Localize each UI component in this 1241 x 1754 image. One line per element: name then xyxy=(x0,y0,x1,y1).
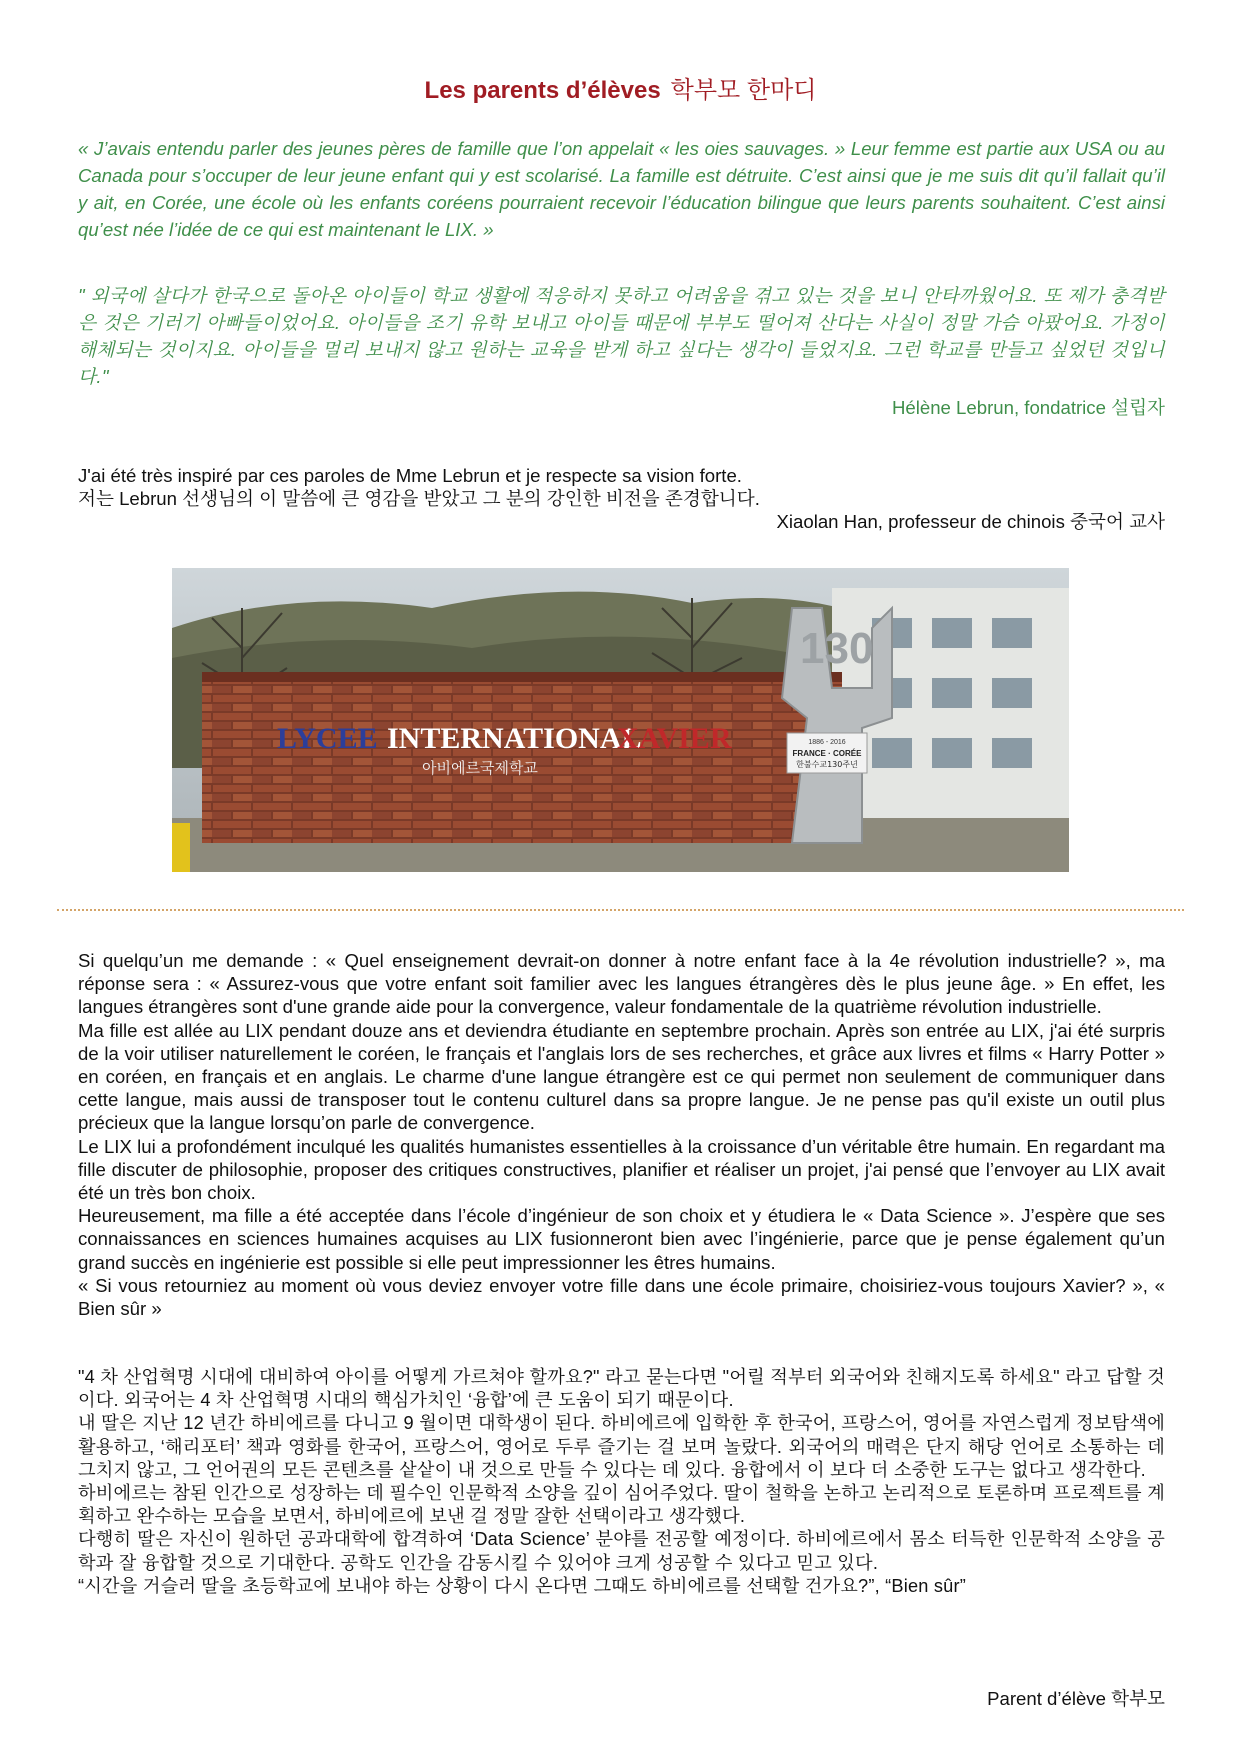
founder-signature: Hélène Lebrun, fondatrice 설립자 xyxy=(891,397,1165,418)
parent-fr-paragraph: Heureusement, ma fille a été acceptée dans l’école d’ingénieur de son choix et y étudiera le « Data Science ». J’espère que ses connaissances en sciences humaines acquises au LIX fusionneront bien avec l’ingénierie, parce que je pense également qu’un grand succès en ingénierie est possible si elle peut impressionner les êtres humains. xyxy=(78,1205,1165,1273)
sign-text-red: XAVIER xyxy=(617,722,732,755)
founder-quote-fr: « J’avais entendu parler des jeunes pères de famille que l’on appelait « les oies sauvages. » Leur femme est partie aux USA ou au Canada pour s’occuper de leur jeune enfant qui y est scolarisé. La famille est détruite. C’est ainsi que je me suis dit qu’il fallait qu’il y ait, en Corée, une école où les enfants coréens pourraient recevoir l’éducation bilingue que leurs parents souhaitent. C’est ainsi qu’est née l’idée de ce qui est maintenant le LIX. » xyxy=(78,138,1165,240)
section-divider xyxy=(57,909,1184,911)
monument-years: 1886 - 2016 xyxy=(808,739,846,746)
teacher-text-ko: 저는 Lebrun 선생님의 이 말씀에 큰 영감을 받았고 그 분의 강인한 비전을 존경합니다. xyxy=(78,488,760,509)
parent-fr-paragraph: Ma fille est allée au LIX pendant douze ans et deviendra étudiante en septembre prochain. Après son entrée au LIX, j'ai été surpris de la voir utiliser naturellement le coréen, le français et l'anglais lors de ses recherches, et grâce aux livres et films « Harry Potter » en coréen, en français et en anglais. Le charme d'une langue étrangère est ce qui permet non seulement de communiquer dans cette langue, mais aussi de transposer tout le contenu culturel dans sa propre langue. Je ne pense pas qu'il existe un outil plus précieux que la langue lorsqu’on parle de convergence. xyxy=(78,1019,1165,1134)
parent-fr-paragraph: Le LIX lui a profondément inculqué les qualités humanistes essentielles à la croissance d’un véritable être humain. En regardant ma fille discuter de philosophie, proposer des critiques constructives, planifier et réaliser un projet, j'ai pensé que l’envoyer au LIX avait été un très bon choix. xyxy=(78,1135,1165,1204)
sign-text-blue: LYCEE xyxy=(277,722,378,755)
school-entrance-photo xyxy=(172,568,1069,872)
teacher-signature: Xiaolan Han, professeur de chinois 중국어 교사 xyxy=(776,511,1165,532)
teacher-testimonial xyxy=(78,464,1165,533)
page-title xyxy=(0,70,1241,105)
page-title-fr: Les parents d’élèves xyxy=(424,77,661,104)
monument-number: 130 xyxy=(800,624,874,673)
page-title-ko: 학부모 한마디 xyxy=(670,77,817,104)
teacher-text-fr: J'ai été très inspiré par ces paroles de Mme Lebrun et je respecte sa vision forte. xyxy=(78,465,742,486)
parent-ko-paragraph: 내 딸은 지난 12 년간 하비에르를 다니고 9 월이면 대학생이 된다. 하비에르에 입학한 후 한국어, 프랑스어, 영어를 자연스럽게 정보탐색에 활용하고, ‘해리포터’ 책과 영화를 한국어, 프랑스어, 영어로 두루 즐기는 걸 보며 놀랐다. 외국어의 매력은 단지 해당 언어로 소통하는 데 그치지 않고, 그 언어권의 모든 콘텐츠를 샅샅이 내 것으로 만들 수 있다는 데 있다. 융합에서 이 보다 더 소중한 도구는 없다고 생각한다. xyxy=(78,1413,1165,1480)
founder-quote-ko: " 외국에 살다가 한국으로 돌아온 아이들이 학교 생활에 적응하지 못하고 어려움을 겪고 있는 것을 보니 안타까웠어요. 또 제가 충격받은 것은 기러기 아빠들이었어요. 아이들을 조기 유학 보내고 아이들 때문에 부부도 떨어져 산다는 사실이 정말 가슴 아팠어요. 가정이 해체되는 것이지요. 아이들을 멀리 보내지 않고 원하는 교육을 받게 하고 싶다는 생각이 들었지요. 그런 학교를 만들고 싶었던 것입니다." xyxy=(78,285,1165,387)
parent-ko-paragraph: 하비에르는 참된 인간으로 성장하는 데 필수인 인문학적 소양을 깊이 심어주었다. 딸이 철학을 논하고 논리적으로 토론하며 프로젝트를 계획하고 완수하는 모습을 보면서, 하비에르에 보낸 걸 정말 잘한 선택이라고 생각했다. xyxy=(78,1483,1165,1527)
school-sign-illustration xyxy=(172,568,1069,872)
sign-text-white: INTERNATIONAL xyxy=(387,722,642,755)
parent-ko-paragraph: 다행히 딸은 자신이 원하던 공과대학에 합격하여 ‘Data Science’ 분야를 전공할 예정이다. 하비에르에서 몸소 터득한 인문학적 소양을 공학과 잘 융합할 것으로 기대한다. 공학도 인간을 감동시킬 수 있어야 크게 성공할 수 있다고 믿고 있다. xyxy=(78,1529,1165,1573)
parent-testimonial-fr xyxy=(78,949,1165,1320)
parent-testimonial-ko xyxy=(78,1366,1165,1598)
parent-signature: Parent d’élève 학부모 xyxy=(987,1688,1165,1709)
parent-fr-paragraph: Si quelqu’un me demande : « Quel enseignement devrait-on donner à notre enfant face à la 4e révolution industrielle? », ma réponse sera : « Assurez-vous que votre enfant soit familier avec les langues étrangères dès le plus jeune âge. » En effet, les langues étrangères sont d'une grande aide pour la convergence, valeur fondamentale de la quatrième révolution industrielle. xyxy=(78,950,1165,1018)
parent-fr-paragraph: « Si vous retourniez au moment où vous deviez envoyer votre fille dans une école primaire, choisiriez-vous toujours Xavier? », « Bien sûr » xyxy=(78,1274,1165,1320)
sign-text-korean: 아비에르국제학교 xyxy=(422,759,538,777)
monument-line2: 한불수교130주년 xyxy=(796,760,858,769)
monument-line1: FRANCE · CORÉE xyxy=(792,749,862,758)
parent-ko-paragraph: “시간을 거슬러 딸을 초등학교에 보내야 하는 상황이 다시 온다면 그때도 하비에르를 선택할 건가요?”, “Bien sûr” xyxy=(78,1575,966,1596)
parent-ko-paragraph: "4 차 산업혁명 시대에 대비하여 아이를 어떻게 가르쳐야 할까요?" 라고 묻는다면 "어릴 적부터 외국어와 친해지도록 하세요" 라고 답할 것이다. 외국어는 4 차 산업혁명 시대의 핵심가치인 ‘융합’에 큰 도움이 되기 때문이다. xyxy=(78,1367,1165,1411)
